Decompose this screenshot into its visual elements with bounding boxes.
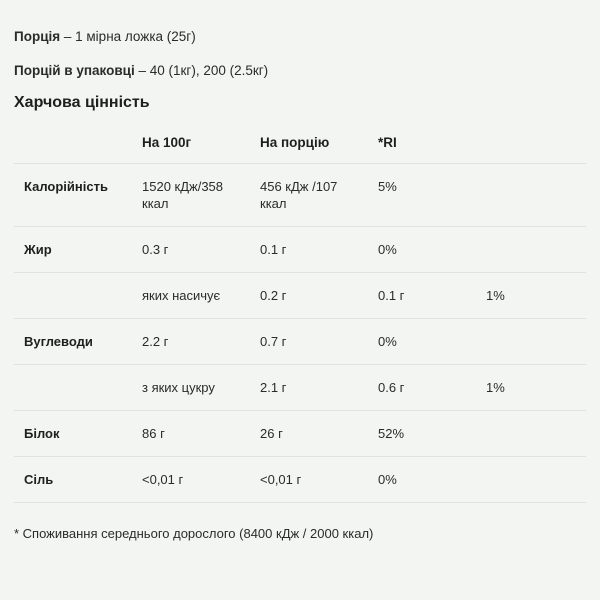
column-header-per-100g: На 100г <box>132 122 250 164</box>
serving-size-value: 1 мірна ложка (25г) <box>75 29 196 44</box>
serving-size-dash: – <box>60 29 76 44</box>
column-header-ri: *RI <box>368 122 476 164</box>
table-header <box>14 122 586 164</box>
row-cell-per-serving: 26 г <box>250 411 368 457</box>
nutrition-table <box>14 122 586 503</box>
row-cell-ri: 1% <box>476 365 586 411</box>
row-label <box>14 273 132 319</box>
row-cell-extra <box>476 457 586 503</box>
table-header-row <box>14 122 586 164</box>
row-label <box>14 365 132 411</box>
serving-size-line <box>14 28 586 46</box>
row-label: Жир <box>14 227 132 273</box>
column-header-extra <box>476 122 586 164</box>
row-cell-sub-label: яких насичує <box>132 273 250 319</box>
serving-size-label: Порція <box>14 29 61 44</box>
column-header-nutrient <box>14 122 132 164</box>
row-cell-extra <box>476 319 586 365</box>
row-cell-per-100g: 2.2 г <box>132 319 250 365</box>
row-cell-per-100g: 0.2 г <box>250 273 368 319</box>
table-row <box>14 457 586 503</box>
row-cell-ri: 0% <box>368 319 476 365</box>
row-cell-per-100g: <0,01 г <box>132 457 250 503</box>
row-cell-ri: 0% <box>368 227 476 273</box>
row-cell-per-serving: 0.6 г <box>368 365 476 411</box>
table-body <box>14 164 586 503</box>
servings-per-container-dash: – <box>134 63 150 78</box>
row-label: Калорійність <box>14 164 132 227</box>
row-cell-per-100g: 2.1 г <box>250 365 368 411</box>
row-cell-ri: 1% <box>476 273 586 319</box>
row-cell-per-serving: 0.1 г <box>368 273 476 319</box>
table-row <box>14 227 586 273</box>
table-row <box>14 164 586 227</box>
column-header-per-serving: На порцію <box>250 122 368 164</box>
row-cell-sub-label: з яких цукру <box>132 365 250 411</box>
servings-per-container-value: 40 (1кг), 200 (2.5кг) <box>149 63 269 78</box>
table-row <box>14 319 586 365</box>
row-cell-extra <box>476 164 586 227</box>
row-label: Сіль <box>14 457 132 503</box>
row-cell-per-serving: 0.7 г <box>250 319 368 365</box>
row-cell-per-100g: 86 г <box>132 411 250 457</box>
row-cell-extra <box>476 411 586 457</box>
row-label: Вуглеводи <box>14 319 132 365</box>
row-cell-per-serving: <0,01 г <box>250 457 368 503</box>
row-cell-ri: 5% <box>368 164 476 227</box>
row-cell-per-serving: 456 кДж /107 ккал <box>250 164 368 227</box>
page-title: Харчова цінність <box>14 94 150 111</box>
row-cell-per-serving: 0.1 г <box>250 227 368 273</box>
row-cell-per-100g: 0.3 г <box>132 227 250 273</box>
row-cell-ri: 0% <box>368 457 476 503</box>
row-cell-ri: 52% <box>368 411 476 457</box>
table-row <box>14 411 586 457</box>
row-cell-extra <box>476 227 586 273</box>
table-row <box>14 273 586 319</box>
footnote: * Споживання середнього дорослого (8400 кДж / 2000 ккал) <box>14 526 374 541</box>
servings-per-container-line <box>14 62 586 80</box>
table-row <box>14 365 586 411</box>
row-label: Білок <box>14 411 132 457</box>
servings-per-container-label: Порцій в упаковці <box>14 63 135 78</box>
row-cell-per-100g: 1520 кДж/358 ккал <box>132 164 250 227</box>
